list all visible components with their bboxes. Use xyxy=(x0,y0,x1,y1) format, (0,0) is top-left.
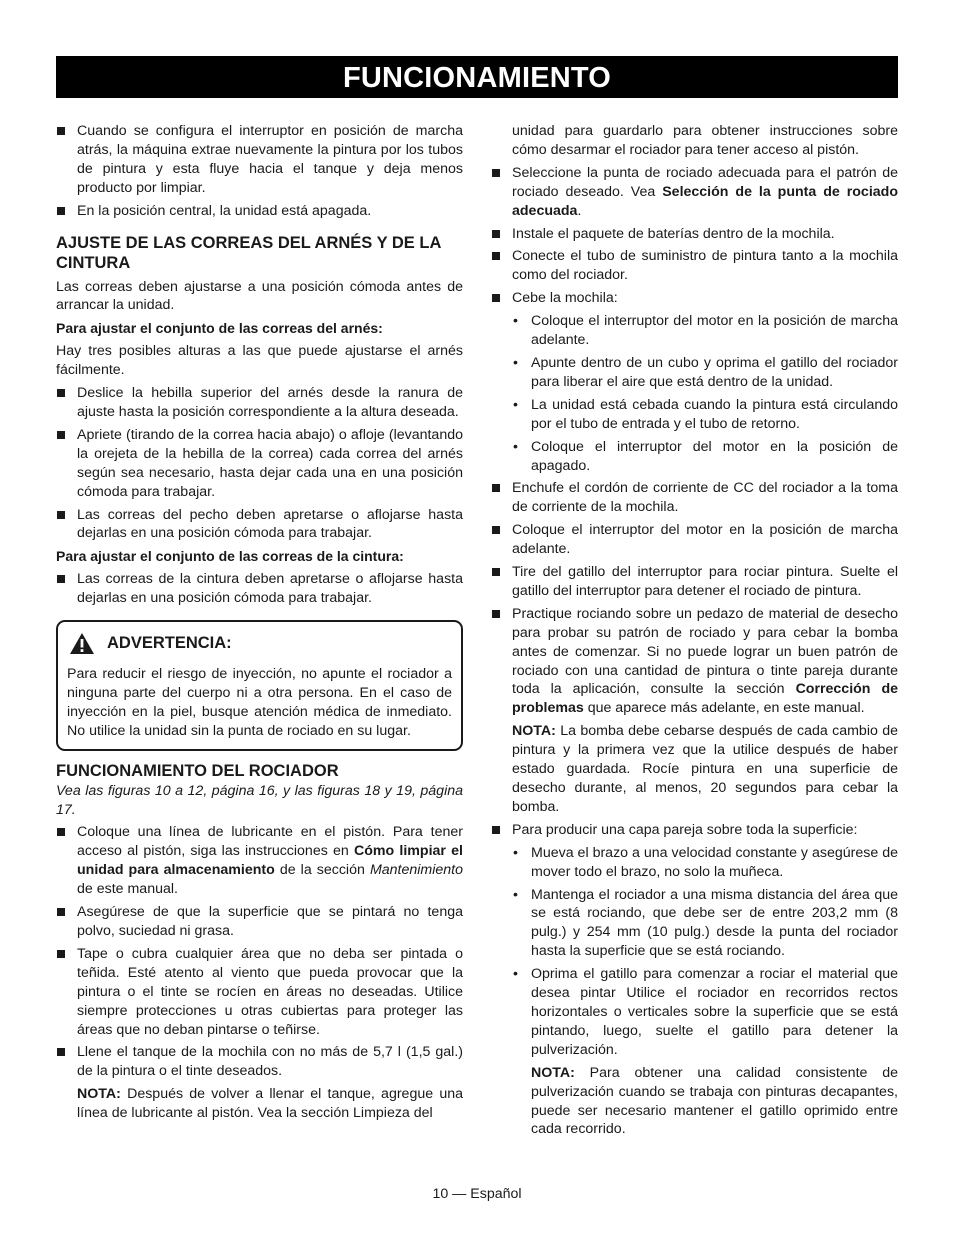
bold-reference: Cómo limpiar el unidad para almacenamiento xyxy=(77,843,463,879)
italic-reference: Mantenimiento xyxy=(369,862,463,879)
sub-list-item: • Apunte dentro de un cubo y oprima el gatillo del rociador para liberar el aire que está dentro de la unidad. xyxy=(491,354,898,392)
list-item: Las correas del pecho deben apretarse o aflojarse hasta dejarlas en una posición cómoda para trabajar. xyxy=(56,506,463,544)
list-item: Tire del gatillo del interruptor para rociar pintura. Suelte el gatillo del interruptor para detener el rociado de pintura. xyxy=(491,563,898,601)
note-text: La bomba debe cebarse después de cada cambio de pintura y la primera vez que la utilice después de haber estado guardada. Rocíe pintura en una superficie de desecho durante, al menos, 20 segundos para cebar la bomba. xyxy=(512,723,898,815)
text: Practique rociando sobre un pedazo de material de desecho para probar su patrón de rociado y para cebar la bomba antes de comenzar. Si no puede lograr un buen patrón de rociado con una cantidad de pintura o tinte pareja durante toda la aplicación, consulte la sección xyxy=(512,605,898,698)
list-item: En la posición central, la unidad está apagada. xyxy=(56,202,463,221)
warning-text: Para reducir el riesgo de inyección, no apunte el rociador a ninguna parte del cuerpo ni a otra persona. En el caso de inyección en la piel, busque atención médica de inmediato. No utilice la unidad sin la punta de rociado en su lugar. xyxy=(67,666,452,739)
text: Coloque una línea de lubricante en el pistón. Para tener acceso al pistón, siga las instrucciones en xyxy=(77,824,463,860)
note xyxy=(56,1085,463,1123)
list-item: Coloque el interruptor del motor en la posición de marcha adelante. xyxy=(491,521,898,559)
text: de este manual. xyxy=(77,881,178,898)
note-text: Después de volver a llenar el tanque, agregue una línea de lubricante al pistón. Vea la sección Limpieza del xyxy=(77,1086,463,1122)
list-item: Deslice la hebilla superior del arnés desde la ranura de ajuste hasta la posición correspondiente a la altura deseada. xyxy=(56,384,463,422)
warning-header xyxy=(67,632,452,655)
note xyxy=(491,1064,898,1140)
list-item: Para producir una capa pareja sobre toda la superficie: xyxy=(491,821,898,840)
note-label: NOTA: xyxy=(77,1086,121,1103)
warning-triangle-icon xyxy=(69,632,95,655)
sub-list-item: • La unidad está cebada cuando la pintura está circulando por el tubo de entrada y el tubo de retorno. xyxy=(491,396,898,434)
sub-list-item: • Mantenga el rociador a una misma distancia del área que se está rociando, que debe ser de entre 203,2 mm (8 pulg.) y 254 mm (10 pulg.) desde la punta del rociador hasta la superficie que se está rociando. xyxy=(491,886,898,962)
list-item: Llene el tanque de la mochila con no más de 5,7 l (1,5 gal.) de la pintura o el tinte deseados. xyxy=(56,1043,463,1081)
list-item: Conecte el tubo de suministro de pintura tanto a la mochila como del rociador. xyxy=(491,247,898,285)
list-item xyxy=(491,164,898,221)
page-footer: 10 — Español xyxy=(432,1186,522,1202)
list-item: Asegúrese de que la superficie que se pintará no tenga polvo, suciedad ni grasa. xyxy=(56,903,463,941)
text: Seleccione la punta de rociado adecuada para el patrón de rociado deseado. Vea xyxy=(512,164,898,200)
list-item: Instale el paquete de baterías dentro de la mochila. xyxy=(491,225,898,244)
list-item: Las correas de la cintura deben apretarse o aflojarse hasta dejarlas en una posición cómoda para trabajar. xyxy=(56,570,463,608)
bold-reference: Corrección de problemas xyxy=(512,681,898,717)
list-item xyxy=(56,823,463,899)
list-item: Tape o cubra cualquier área que no deba ser pintada o teñida. Esté atento al viento que pueda provocar que la pintura o el tinte se rocíen en áreas no deseadas. Utilice siempre protecciones u otras cubiertas para proteger las áreas que no deban pintarse o teñirse. xyxy=(56,945,463,1040)
list-item: Cebe la mochila: xyxy=(491,289,898,308)
list-item xyxy=(491,605,898,718)
figure-reference: Vea las figuras 10 a 12, página 16, y las figuras 18 y 19, página 17. xyxy=(56,782,463,818)
list-item: Apriete (tirando de la correa hacia abajo) o afloje (levantando la orejeta de la hebilla de la correa) cada correa del arnés según sea necesario, hasta dejar cada una en una posición cómoda para trabajar. xyxy=(56,426,463,502)
section-heading-sprayer: FUNCIONAMIENTO DEL ROCIADOR xyxy=(56,761,339,780)
section-heading-harness: AJUSTE DE LAS CORREAS DEL ARNÉS Y DE LA CINTURA xyxy=(56,233,441,272)
bold-reference: Selección de la punta de rociado adecuada xyxy=(512,183,898,219)
note-label: NOTA: xyxy=(512,723,556,740)
paragraph: Hay tres posibles alturas a las que puede ajustarse el arnés fácilmente. xyxy=(56,343,463,379)
sub-list-item: • Oprima el gatillo para comenzar a rociar el material que desea pintar Utilice el rociador en recorridos rectos horizontales o verticales sobre la superficie que se está pintando, luego, suelte el gatillo para detener la pulverización. xyxy=(491,965,898,1060)
sub-list-item: • Coloque el interruptor del motor en la posición de marcha adelante. xyxy=(491,312,898,350)
left-column xyxy=(56,122,463,1127)
note xyxy=(491,722,898,817)
continued-text: unidad para guardarlo para obtener instrucciones sobre cómo desarmar el rociador para tener acceso al pistón. xyxy=(512,123,898,158)
note-label: NOTA: xyxy=(531,1064,575,1081)
warning-box xyxy=(56,620,463,751)
sub-list-item: • Coloque el interruptor del motor en la posición de apagado. xyxy=(491,438,898,476)
list-item: Enchufe el cordón de corriente de CC del rociador a la toma de corriente de la mochila. xyxy=(491,479,898,517)
sub-list-item: • Mueva el brazo a una velocidad constante y asegúrese de mover todo el brazo, no solo la muñeca. xyxy=(491,844,898,882)
note-text: Para obtener una calidad consistente de pulverización cuando se trabaja con pinturas decapantes, puede ser necesario mantener el gatillo oprimido entre cada recorrido. xyxy=(531,1064,898,1138)
right-column xyxy=(491,122,898,1143)
subheading-waist-straps: Para ajustar el conjunto de las correas de la cintura: xyxy=(56,548,404,565)
warning-title: ADVERTENCIA: xyxy=(107,634,232,653)
page-title: FUNCIONAMIENTO xyxy=(56,56,898,98)
subheading-harness-straps: Para ajustar el conjunto de las correas del arnés: xyxy=(56,320,383,337)
text: que aparece más adelante, en este manual. xyxy=(583,700,865,717)
paragraph: Las correas deben ajustarse a una posición cómoda antes de arrancar la unidad. xyxy=(56,278,463,314)
text: de la sección xyxy=(274,862,370,879)
list-item: Cuando se configura el interruptor en posición de marcha atrás, la máquina extrae nuevamente la pintura por los tubos de pintura y esta fluye hacia el tanque y deja menos producto por limpiar. xyxy=(56,122,463,198)
text: . xyxy=(577,202,582,219)
